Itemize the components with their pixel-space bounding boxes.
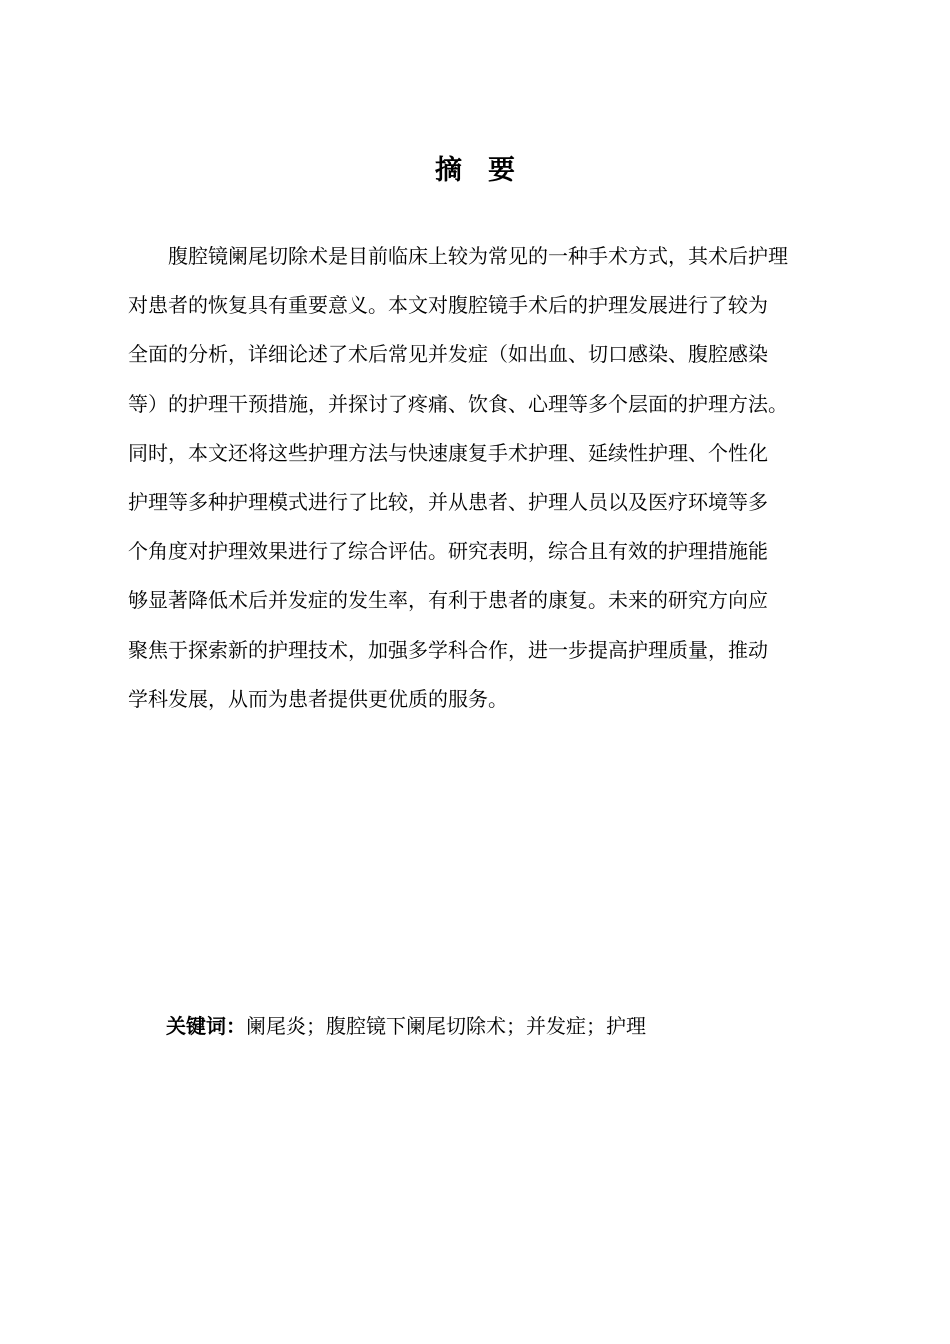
abstract-line-1: 腹腔镜阑尾切除术是目前临床上较为常见的一种手术方式，其术后护理 bbox=[168, 244, 788, 268]
title-char-2: 要 bbox=[488, 155, 515, 186]
keywords-label: 关键词： bbox=[166, 1014, 246, 1038]
abstract-line-10: 学科发展，从而为患者提供更优质的服务。 bbox=[128, 686, 508, 711]
keywords-value: 阑尾炎；腹腔镜下阑尾切除术；并发症；护理 bbox=[246, 1014, 646, 1038]
abstract-line-9: 聚焦于探索新的护理技术，加强多学科合作，进一步提高护理质量，推动 bbox=[128, 637, 768, 662]
page-title bbox=[0, 148, 950, 194]
abstract-line-7: 个角度对护理效果进行了综合评估。研究表明，综合且有效的护理措施能 bbox=[128, 539, 768, 564]
abstract-line-2: 对患者的恢复具有重要意义。本文对腹腔镜手术后的护理发展进行了较为 bbox=[128, 293, 768, 318]
abstract-line-6: 护理等多种护理模式进行了比较，并从患者、护理人员以及医疗环境等多 bbox=[128, 489, 768, 514]
abstract-line-8: 够显著降低术后并发症的发生率，有利于患者的康复。未来的研究方向应 bbox=[128, 588, 768, 613]
abstract-body bbox=[128, 232, 868, 724]
keywords-line bbox=[166, 1006, 646, 1046]
abstract-line-5: 同时，本文还将这些护理方法与快速康复手术护理、延续性护理、个性化 bbox=[128, 440, 768, 465]
title-char-1: 摘 bbox=[435, 155, 462, 186]
abstract-line-3: 全面的分析，详细论述了术后常见并发症（如出血、切口感染、腹腔感染 bbox=[128, 342, 768, 367]
abstract-line-4: 等）的护理干预措施，并探讨了疼痛、饮食、心理等多个层面的护理方法。 bbox=[128, 391, 788, 416]
